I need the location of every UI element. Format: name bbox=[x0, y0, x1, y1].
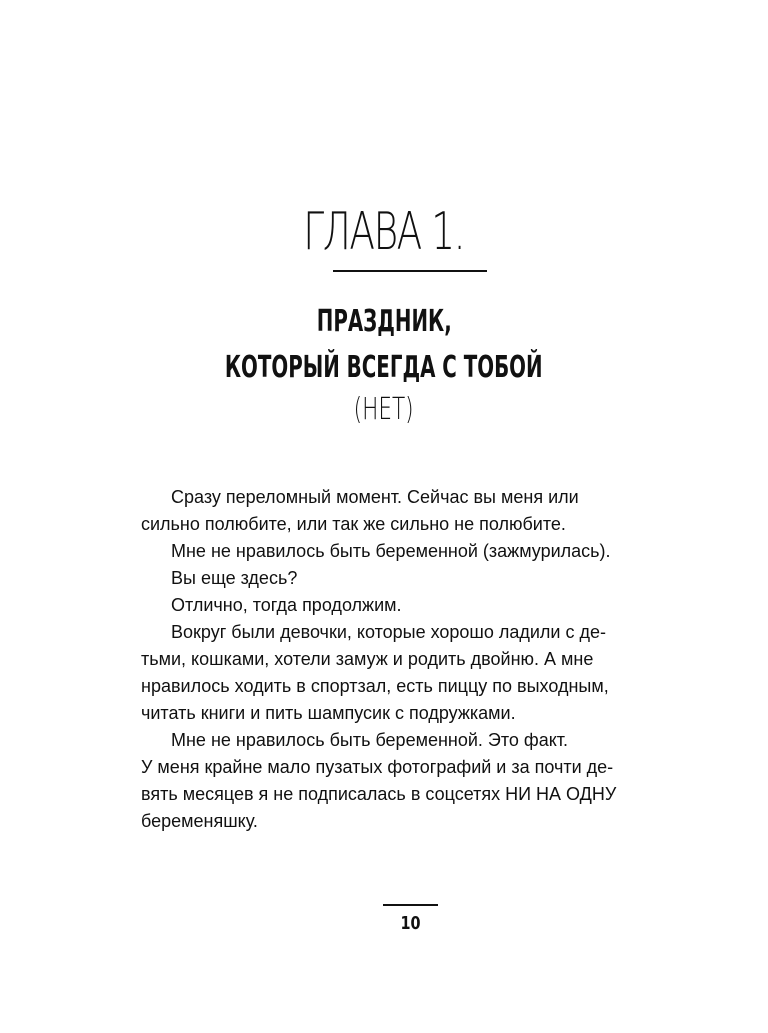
chapter-heading bbox=[0, 198, 768, 266]
page-number-text: 10 bbox=[400, 913, 421, 934]
chapter-subtitle bbox=[0, 392, 768, 428]
page-number-rule bbox=[383, 904, 438, 906]
body-line: У меня крайне мало пузатых фотографий и за почти де- bbox=[141, 757, 614, 777]
body-line: тьми, кошками, хотели замуж и родить двойню. А мне bbox=[141, 649, 594, 669]
body-line: Мне не нравилось быть беременной. Это факт. bbox=[171, 730, 569, 750]
body-line: вять месяцев я не подписалась в соцсетях НИ НА ОДНУ bbox=[141, 784, 617, 804]
body-text bbox=[141, 484, 671, 835]
body-line: Мне не нравилось быть беременной (зажмурилась). bbox=[171, 541, 611, 561]
body-line: Сразу переломный момент. Сейчас вы меня или bbox=[171, 487, 579, 507]
body-line: Вы еще здесь? bbox=[171, 568, 298, 588]
body-line: нравилось ходить в спортзал, есть пиццу по выходным, bbox=[141, 676, 609, 696]
page-number bbox=[383, 912, 438, 936]
body-line: сильно полюбите, или так же сильно не полюбите. bbox=[141, 514, 566, 534]
chapter-label: ГЛАВА 1. bbox=[303, 202, 465, 262]
body-line: Отлично, тогда продолжим. bbox=[171, 595, 402, 615]
chapter-title-line-1-text: ПРАЗДНИК, bbox=[316, 304, 452, 339]
chapter-subtitle-text: (НЕТ) bbox=[354, 392, 414, 427]
chapter-title-line-2 bbox=[0, 350, 768, 386]
body-line: Вокруг были девочки, которые хорошо ладили с де- bbox=[171, 622, 606, 642]
chapter-title-line-1 bbox=[0, 304, 768, 340]
body-line: читать книги и пить шампусик с подружками. bbox=[141, 703, 516, 723]
chapter-title-line-2-text: КОТОРЫЙ ВСЕГДА С ТОБОЙ bbox=[225, 350, 543, 385]
chapter-underline bbox=[333, 270, 487, 272]
body-line: беременяшку. bbox=[141, 811, 258, 831]
